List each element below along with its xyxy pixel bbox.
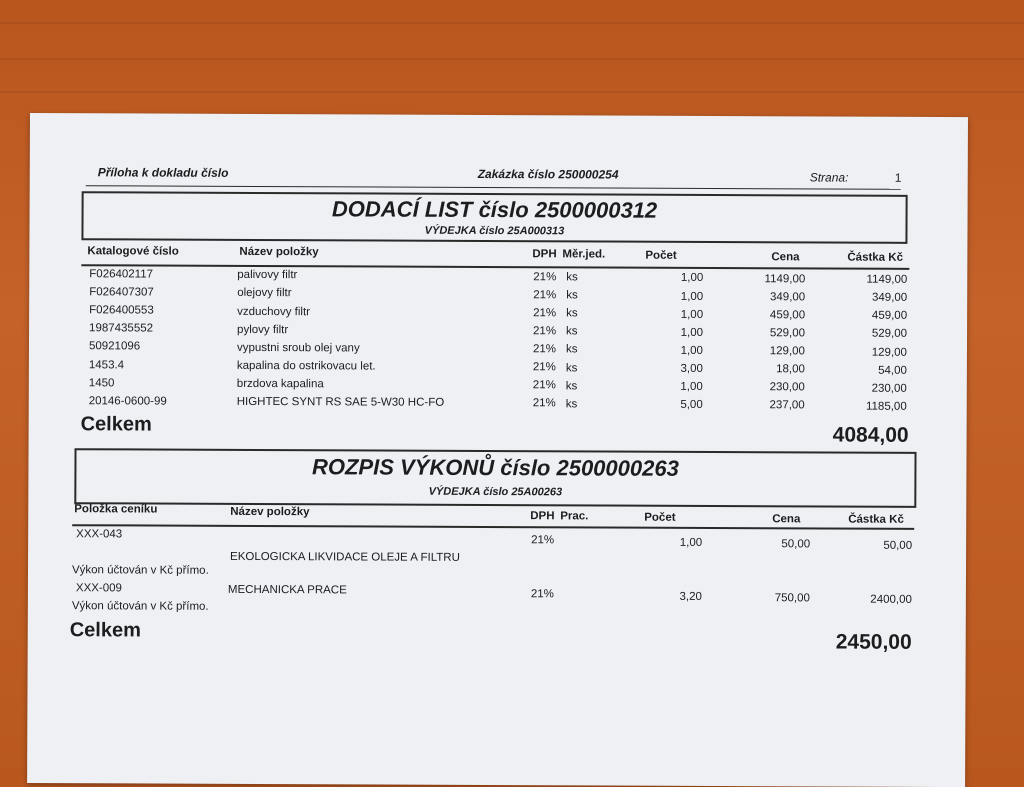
row-qty: 1,00 [680, 380, 703, 393]
service-code: XXX-009 [75, 582, 122, 595]
row-vat: 21% [532, 361, 556, 374]
row-amount: 129,00 [871, 346, 907, 359]
row-amount: 1185,00 [865, 400, 907, 413]
row-code: 1987435552 [89, 322, 154, 335]
order-number: Zakázka číslo 250000254 [477, 166, 619, 182]
row-code: 1453.4 [88, 358, 125, 371]
col-work: Prac. [560, 510, 589, 523]
service-qty: 1,00 [679, 536, 703, 549]
col-amount: Částka Kč [847, 251, 904, 264]
row-name: vzduchovy filtr [237, 305, 311, 318]
row-unit: ks [566, 289, 578, 302]
col-quantity: Počet [645, 249, 677, 262]
row-name: HIGHTEC SYNT RS SAE 5-W30 HC-FO [236, 395, 445, 409]
row-amount: 1149,00 [866, 273, 908, 286]
attachment-label: Příloha k dokladu číslo [97, 165, 229, 180]
row-qty: 1,00 [680, 272, 704, 285]
row-code: 20146-0600-99 [88, 394, 167, 408]
row-code: 50921096 [88, 340, 141, 353]
delivery-total-label: Celkem [80, 413, 152, 436]
col-unit: Měr.jed. [562, 248, 606, 261]
row-qty: 1,00 [680, 344, 703, 357]
row-name: pylovy filtr [237, 323, 289, 336]
row-vat: 21% [532, 379, 556, 392]
delivery-title: DODACÍ LIST číslo 2500000312 [331, 196, 658, 223]
row-amount: 459,00 [871, 309, 908, 323]
row-vat: 21% [532, 343, 557, 356]
row-unit: ks [565, 398, 578, 411]
service-vat: 21% [530, 588, 554, 601]
row-name: olejovy filtr [237, 287, 292, 300]
row-vat: 21% [533, 288, 557, 302]
row-unit: ks [565, 379, 578, 393]
row-amount: 349,00 [871, 291, 908, 305]
row-amount: 54,00 [878, 364, 907, 377]
row-amount: 529,00 [871, 328, 908, 341]
row-price: 459,00 [769, 309, 806, 322]
col-service-quantity: Počet [644, 511, 676, 524]
col-service-price: Cena [772, 513, 801, 526]
page-label: Strana: [809, 170, 849, 185]
row-qty: 1,00 [680, 308, 704, 321]
services-title: ROZPIS VÝKONŮ číslo 2500000263 [311, 454, 679, 481]
service-amount: 2400,00 [870, 593, 912, 606]
row-price: 18,00 [776, 363, 805, 376]
service-qty: 3,20 [679, 590, 702, 603]
col-pricelist-item: Položka ceníku [74, 503, 158, 516]
row-price: 1149,00 [764, 272, 806, 286]
row-code: F026400553 [89, 304, 154, 317]
col-service-vat: DPH [530, 510, 555, 523]
row-code: F026402117 [89, 268, 154, 281]
delivery-subtitle: VÝDEJKA číslo 25A000313 [424, 224, 565, 238]
row-price: 129,00 [769, 345, 805, 358]
service-note: Výkon účtován v Kč přímo. [71, 600, 209, 613]
row-amount: 230,00 [871, 382, 907, 395]
service-price: 750,00 [774, 592, 810, 605]
row-unit: ks [565, 343, 578, 356]
row-price: 230,00 [769, 381, 805, 394]
row-name: brzdova kapalina [236, 377, 324, 391]
col-vat: DPH [532, 248, 557, 261]
service-amount: 50,00 [883, 539, 913, 552]
services-total-value: 2450,00 [835, 630, 912, 654]
row-name: palivovy filtr [237, 269, 298, 282]
col-service-name: Název položky [230, 505, 310, 519]
row-price: 237,00 [769, 399, 805, 412]
row-name: kapalina do ostrikovacu let. [236, 359, 376, 373]
row-vat: 21% [533, 307, 557, 320]
row-unit: ks [566, 271, 578, 284]
row-unit: ks [565, 361, 578, 374]
services-subtitle: VÝDEJKA číslo 25A00263 [428, 485, 563, 499]
row-unit: ks [566, 325, 578, 338]
document-sheet [27, 113, 968, 787]
col-service-amount: Částka Kč [848, 513, 904, 526]
service-price: 50,00 [781, 538, 811, 551]
row-name: vypustni sroub olej vany [236, 341, 360, 355]
col-price: Cena [771, 251, 800, 264]
services-total-label: Celkem [69, 619, 141, 642]
col-catalog-number: Katalogové číslo [87, 245, 179, 258]
row-code: F026407307 [89, 286, 154, 299]
service-name: MECHANICKA PRACE [227, 583, 347, 597]
row-code: 1450 [88, 376, 115, 389]
row-qty: 1,00 [680, 326, 704, 339]
row-price: 349,00 [769, 291, 806, 304]
row-qty: 5,00 [680, 398, 703, 412]
row-price: 529,00 [769, 327, 806, 340]
service-name: EKOLOGICKA LIKVIDACE OLEJE A FILTRU [230, 550, 460, 564]
service-code: XXX-043 [76, 528, 123, 541]
service-note: Výkon účtován v Kč přímo. [71, 564, 209, 577]
row-vat: 21% [533, 270, 557, 283]
row-qty: 1,00 [680, 290, 704, 303]
row-qty: 3,00 [680, 362, 703, 375]
row-vat: 21% [532, 397, 556, 410]
col-item-name: Název položky [239, 245, 319, 259]
row-vat: 21% [533, 325, 557, 338]
service-vat: 21% [531, 534, 555, 547]
page-number: 1 [894, 170, 902, 185]
row-unit: ks [566, 307, 578, 320]
header-rule [86, 185, 901, 190]
delivery-total-value: 4084,00 [832, 423, 909, 447]
